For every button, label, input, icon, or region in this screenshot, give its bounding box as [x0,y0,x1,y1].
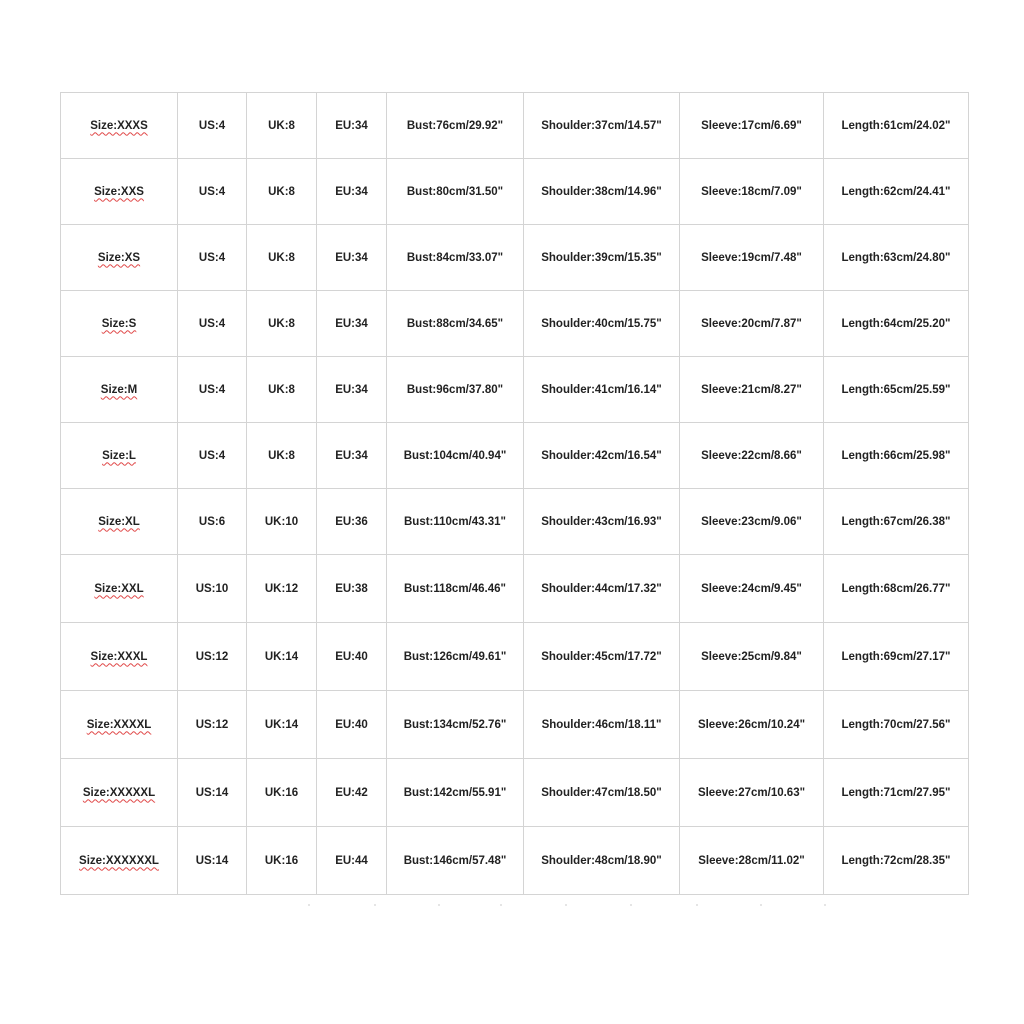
bust-cell: Bust:110cm/43.31" [387,489,524,555]
table-row [61,489,969,555]
size-cell [61,555,178,623]
uk-size-cell: UK:16 [247,759,317,827]
bust-cell: Bust:146cm/57.48" [387,827,524,895]
bust-cell: Bust:118cm/46.46" [387,555,524,623]
table-row [61,827,969,895]
sleeve-cell: Sleeve:18cm/7.09" [680,159,824,225]
table-row [61,423,969,489]
us-size-cell: US:4 [178,159,247,225]
dot [500,904,502,906]
us-size-cell: US:14 [178,827,247,895]
bust-cell: Bust:84cm/33.07" [387,225,524,291]
eu-size-cell: EU:40 [317,691,387,759]
size-label: Size:XXXXXL [82,786,156,799]
table-row [61,555,969,623]
us-size-cell: US:4 [178,357,247,423]
shoulder-cell: Shoulder:37cm/14.57" [524,93,680,159]
shoulder-cell: Shoulder:44cm/17.32" [524,555,680,623]
size-cell [61,623,178,691]
table-row [61,623,969,691]
table-row [61,691,969,759]
table-row [61,759,969,827]
uk-size-cell: UK:8 [247,93,317,159]
us-size-cell: US:4 [178,93,247,159]
uk-size-cell: UK:8 [247,357,317,423]
bust-cell: Bust:142cm/55.91" [387,759,524,827]
length-cell: Length:65cm/25.59" [824,357,969,423]
shoulder-cell: Shoulder:48cm/18.90" [524,827,680,895]
eu-size-cell: EU:40 [317,623,387,691]
size-label: Size:M [100,383,138,396]
shoulder-cell: Shoulder:46cm/18.11" [524,691,680,759]
size-chart-body [61,93,969,895]
uk-size-cell: UK:12 [247,555,317,623]
sleeve-cell: Sleeve:17cm/6.69" [680,93,824,159]
sleeve-cell: Sleeve:27cm/10.63" [680,759,824,827]
us-size-cell: US:4 [178,225,247,291]
length-cell: Length:62cm/24.41" [824,159,969,225]
size-label: Size:XXXXL [86,718,152,731]
uk-size-cell: UK:8 [247,423,317,489]
sleeve-cell: Sleeve:28cm/11.02" [680,827,824,895]
sleeve-cell: Sleeve:24cm/9.45" [680,555,824,623]
size-label: Size:XXS [94,185,144,198]
eu-size-cell: EU:34 [317,291,387,357]
table-row [61,93,969,159]
size-cell [61,291,178,357]
eu-size-cell: EU:34 [317,357,387,423]
length-cell: Length:61cm/24.02" [824,93,969,159]
length-cell: Length:68cm/26.77" [824,555,969,623]
us-size-cell: US:14 [178,759,247,827]
shoulder-cell: Shoulder:39cm/15.35" [524,225,680,291]
length-cell: Length:71cm/27.95" [824,759,969,827]
size-cell [61,759,178,827]
shoulder-cell: Shoulder:45cm/17.72" [524,623,680,691]
shoulder-cell: Shoulder:42cm/16.54" [524,423,680,489]
eu-size-cell: EU:38 [317,555,387,623]
sleeve-cell: Sleeve:26cm/10.24" [680,691,824,759]
size-cell [61,357,178,423]
dot [308,904,310,906]
table-row [61,159,969,225]
size-label: Size:XXXL [90,650,148,663]
length-cell: Length:70cm/27.56" [824,691,969,759]
size-chart-table [60,92,969,895]
dot [824,904,826,906]
us-size-cell: US:12 [178,691,247,759]
sleeve-cell: Sleeve:21cm/8.27" [680,357,824,423]
bust-cell: Bust:88cm/34.65" [387,291,524,357]
length-cell: Length:63cm/24.80" [824,225,969,291]
size-cell [61,225,178,291]
uk-size-cell: UK:8 [247,159,317,225]
uk-size-cell: UK:14 [247,623,317,691]
size-cell [61,827,178,895]
uk-size-cell: UK:16 [247,827,317,895]
eu-size-cell: EU:34 [317,159,387,225]
size-cell [61,159,178,225]
dot [565,904,567,906]
sleeve-cell: Sleeve:20cm/7.87" [680,291,824,357]
size-label: Size:L [102,449,136,462]
eu-size-cell: EU:36 [317,489,387,555]
table-row [61,291,969,357]
table-row [61,357,969,423]
shoulder-cell: Shoulder:43cm/16.93" [524,489,680,555]
eu-size-cell: EU:44 [317,827,387,895]
length-cell: Length:72cm/28.35" [824,827,969,895]
bust-cell: Bust:104cm/40.94" [387,423,524,489]
shoulder-cell: Shoulder:41cm/16.14" [524,357,680,423]
size-label: Size:XL [98,515,140,528]
sleeve-cell: Sleeve:25cm/9.84" [680,623,824,691]
size-label: Size:XS [97,251,141,264]
uk-size-cell: UK:8 [247,291,317,357]
uk-size-cell: UK:10 [247,489,317,555]
us-size-cell: US:6 [178,489,247,555]
us-size-cell: US:10 [178,555,247,623]
sleeve-cell: Sleeve:22cm/8.66" [680,423,824,489]
dot [438,904,440,906]
size-cell [61,691,178,759]
uk-size-cell: UK:14 [247,691,317,759]
us-size-cell: US:12 [178,623,247,691]
table-row [61,225,969,291]
us-size-cell: US:4 [178,291,247,357]
shoulder-cell: Shoulder:47cm/18.50" [524,759,680,827]
size-label: Size:S [101,317,137,330]
eu-size-cell: EU:34 [317,225,387,291]
bust-cell: Bust:96cm/37.80" [387,357,524,423]
bust-cell: Bust:76cm/29.92" [387,93,524,159]
size-label: Size:XXL [94,582,144,595]
dot [630,904,632,906]
length-cell: Length:67cm/26.38" [824,489,969,555]
eu-size-cell: EU:42 [317,759,387,827]
shoulder-cell: Shoulder:38cm/14.96" [524,159,680,225]
size-label: Size:XXXS [90,119,148,132]
bust-cell: Bust:126cm/49.61" [387,623,524,691]
dot [760,904,762,906]
length-cell: Length:66cm/25.98" [824,423,969,489]
size-cell [61,489,178,555]
length-cell: Length:64cm/25.20" [824,291,969,357]
dot [374,904,376,906]
uk-size-cell: UK:8 [247,225,317,291]
bottom-dot-artifacts [60,904,968,910]
bust-cell: Bust:80cm/31.50" [387,159,524,225]
sleeve-cell: Sleeve:23cm/9.06" [680,489,824,555]
size-cell [61,93,178,159]
eu-size-cell: EU:34 [317,423,387,489]
bust-cell: Bust:134cm/52.76" [387,691,524,759]
shoulder-cell: Shoulder:40cm/15.75" [524,291,680,357]
size-label: Size:XXXXXXL [79,854,159,867]
dot [696,904,698,906]
sleeve-cell: Sleeve:19cm/7.48" [680,225,824,291]
length-cell: Length:69cm/27.17" [824,623,969,691]
eu-size-cell: EU:34 [317,93,387,159]
size-cell [61,423,178,489]
us-size-cell: US:4 [178,423,247,489]
